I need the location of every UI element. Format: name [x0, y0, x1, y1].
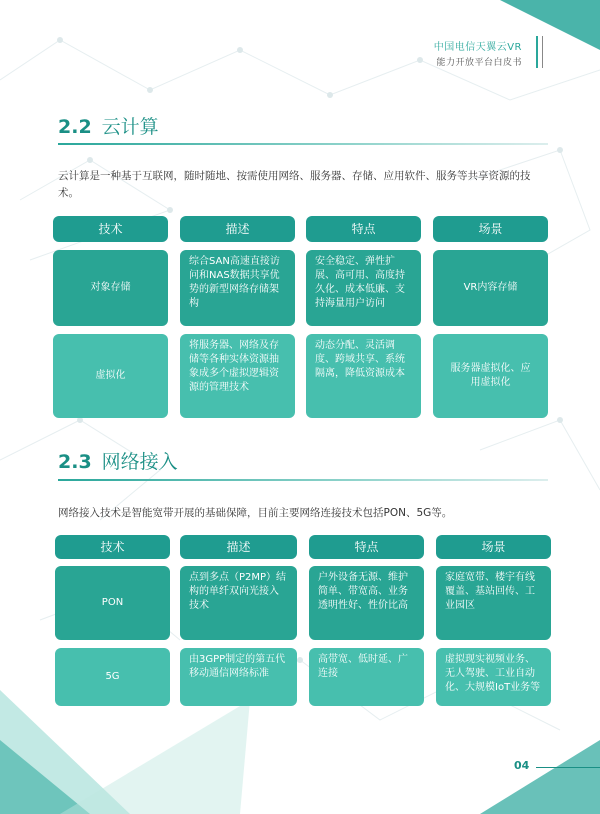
table-cell-scene: 虚拟现实视频业务、无人驾驶、工业自动化、大规模IoT业务等	[436, 648, 551, 706]
table-cell-tech: PON	[55, 566, 170, 640]
section-intro: 云计算是一种基于互联网，随时随地、按需使用网络、服务器、存储、应用软件、服务等共享资源的技术。	[58, 170, 531, 199]
table-cell-feature: 动态分配、灵活调度、跨域共享、系统隔离，降低资源成本	[306, 334, 421, 418]
section-underline	[58, 143, 548, 145]
section-title: 云计算	[101, 116, 159, 138]
section-heading-cloud	[58, 112, 159, 139]
table-cell-desc: 点到多点（P2MP）结构的单纤双向光接入技术	[180, 566, 297, 640]
table-cell-feature: 高带宽、低时延、广连接	[309, 648, 424, 706]
section-underline	[58, 479, 548, 481]
table-cell-tech: 虚拟化	[53, 334, 168, 418]
table-cell-desc: 综合SAN高速直接访问和NAS数据共享优势的新型网络存储架构	[180, 250, 295, 326]
section-number: 2.2	[58, 116, 92, 138]
section-intro: 网络接入技术是智能宽带开展的基础保障，目前主要网络连接技术包括PON、5G等。	[58, 507, 453, 519]
table-header-feature: 特点	[309, 535, 424, 559]
table-cell-feature: 户外设备无源、维护简单、带宽高、业务透明性好、性价比高	[309, 566, 424, 640]
table-header-desc: 描述	[180, 535, 297, 559]
header-subtitle: 能力开放平台白皮书	[436, 58, 522, 68]
table-header-tech: 技术	[53, 216, 168, 242]
section-title: 网络接入	[101, 451, 178, 473]
page-number: 04	[514, 759, 530, 772]
page-number-line	[536, 767, 600, 768]
table-cell-scene: 服务器虚拟化、应用虚拟化	[433, 334, 548, 418]
table-header-desc: 描述	[180, 216, 295, 242]
header-divider	[536, 36, 538, 68]
table-cell-tech: 5G	[55, 648, 170, 706]
section-heading-network	[58, 447, 178, 474]
header-divider-thin	[542, 36, 543, 68]
table-cell-scene: 家庭宽带、楼宇有线覆盖、基站回传、工业园区	[436, 566, 551, 640]
table-cell-tech: 对象存储	[53, 250, 168, 326]
table-header-tech: 技术	[55, 535, 170, 559]
table-header-scene: 场景	[436, 535, 551, 559]
table-cell-scene: VR内容存储	[433, 250, 548, 326]
table-cell-desc: 将服务器、网络及存储等各种实体资源抽象成多个虚拟逻辑资源的管理技术	[180, 334, 295, 418]
table-cell-desc: 由3GPP制定的第五代移动通信网络标准	[180, 648, 297, 706]
table-header-feature: 特点	[306, 216, 421, 242]
section-number: 2.3	[58, 451, 92, 473]
table-header-scene: 场景	[433, 216, 548, 242]
header-title: 中国电信天翼云VR	[433, 42, 522, 53]
table-cell-feature: 安全稳定、弹性扩展、高可用、高度持久化、成本低廉、支持海量用户访问	[306, 250, 421, 326]
